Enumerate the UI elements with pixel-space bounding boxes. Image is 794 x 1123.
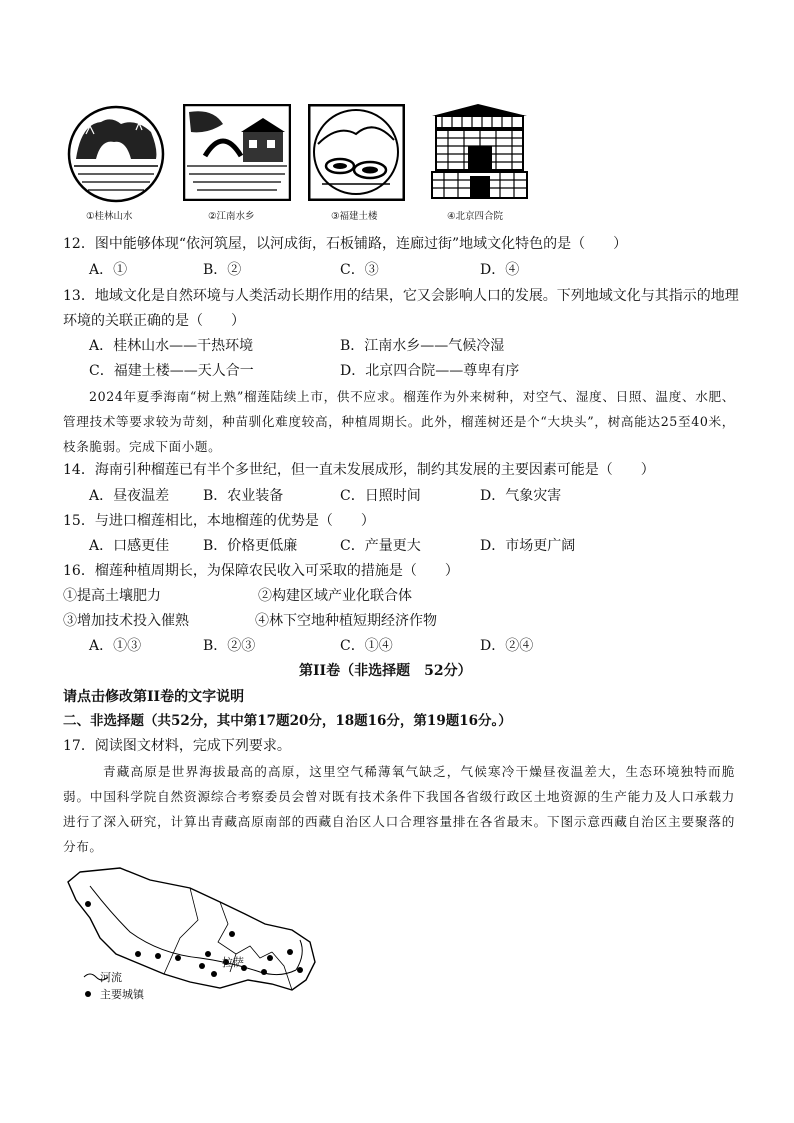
q13-option-a[interactable]: A．桂林山水——干热环境 bbox=[89, 338, 254, 354]
illustration-guilin bbox=[66, 104, 166, 204]
town-dot bbox=[297, 967, 303, 973]
q13-option-c[interactable]: C．福建土楼——天人合一 bbox=[89, 363, 254, 379]
q16-item-1: ①提高土壤肥力 bbox=[63, 588, 161, 604]
q12-option-a[interactable]: A．① bbox=[89, 262, 128, 278]
illustration-jiangnan bbox=[183, 104, 291, 201]
town-dot bbox=[199, 963, 205, 969]
town-dot bbox=[155, 953, 161, 959]
q15-option-c[interactable]: C．产量更大 bbox=[340, 538, 421, 554]
q13-option-d[interactable]: D．北京四合院——尊卑有序 bbox=[340, 363, 520, 379]
caption-jiangnan: ②江南水乡 bbox=[208, 211, 255, 222]
town-dot bbox=[135, 951, 141, 957]
q16-option-c[interactable]: C．①④ bbox=[340, 638, 393, 654]
town-dot bbox=[205, 951, 211, 957]
question-13-stem-line2: 环境的关联正确的是（ ） bbox=[63, 313, 245, 329]
q16-item-2: ②构建区域产业化联合体 bbox=[258, 588, 412, 604]
town-legend-dot bbox=[85, 991, 91, 997]
q12-option-b[interactable]: B．② bbox=[203, 262, 242, 278]
town-dot bbox=[175, 955, 181, 961]
durian-passage: 2024年夏季海南“树上熟”榴莲陆续上市，供不应求。榴莲作为外来树种，对空气、湿度、日照、温度、水肥、管理技术等要求较为苛刻，种苗驯化难度较高，种植周期长。此外，榴莲树还是个“大块头”，树高能达25至40米，枝条脆弱。完成下面小题。 bbox=[63, 389, 735, 454]
question-14-stem: 14．海南引种榴莲已有半个多世纪，但一直未发展成形，制约其发展的主要因素可能是（ ） bbox=[63, 462, 655, 478]
caption-beijing: ④北京四合院 bbox=[447, 211, 504, 222]
caption-fujian: ③福建土楼 bbox=[331, 211, 378, 222]
q16-item-3: ③增加技术投入催熟 bbox=[63, 613, 189, 629]
q16-option-d[interactable]: D．②④ bbox=[480, 638, 534, 654]
q14-option-d[interactable]: D．气象灾害 bbox=[480, 488, 562, 504]
town-dot bbox=[229, 931, 235, 937]
question-12-stem: 12．图中能够体现“依河筑屋，以河成街，石板铺路，连廊过街”地域文化特色的是（ ） bbox=[63, 236, 628, 252]
q15-option-d[interactable]: D．市场更广阔 bbox=[480, 538, 576, 554]
question-16-stem: 16．榴莲种植周期长，为保障农民收入可采取的措施是（ ） bbox=[63, 563, 459, 579]
section-2-edit-note[interactable]: 请点击修改第II卷的文字说明 bbox=[63, 689, 245, 705]
question-15-stem: 15．与进口榴莲相比，本地榴莲的优势是（ ） bbox=[63, 513, 375, 529]
town-dot bbox=[267, 955, 273, 961]
tibet-settlement-map bbox=[60, 862, 320, 1012]
legend-river-label: 河流 bbox=[100, 971, 122, 984]
q15-option-b[interactable]: B．价格更低廉 bbox=[203, 538, 298, 554]
q16-option-b[interactable]: B．②③ bbox=[203, 638, 256, 654]
section-2-heading: 二、非选择题（共52分，其中第17题20分，18题16分，第19题16分。） bbox=[63, 713, 512, 729]
question-13-stem-line1: 13．地域文化是自然环境与人类活动长期作用的结果，它又会影响人口的发展。下列地域文化与其指示的地理 bbox=[63, 288, 739, 304]
lhasa-label: 拉萨 bbox=[222, 956, 244, 969]
q14-option-c[interactable]: C．日照时间 bbox=[340, 488, 421, 504]
legend-town-label: 主要城镇 bbox=[100, 988, 144, 1001]
town-dot bbox=[287, 949, 293, 955]
tibet-passage: 青藏高原是世界海拔最高的高原，这里空气稀薄氧气缺乏，气候寒冷干燥昼夜温差大，生态环境独特而脆弱。中国科学院自然资源综合考察委员会曾对既有技术条件下我国各省级行政区土地资源的生产能力及人口承载力进行了深入研究，计算出青藏高原南部的西藏自治区人口合理容量排在各省最末。下图示意西藏自治区主要聚落的分布。 bbox=[63, 764, 735, 854]
q12-option-d[interactable]: D．④ bbox=[480, 262, 520, 278]
town-dot bbox=[85, 901, 91, 907]
illustration-fujian-tulou bbox=[308, 104, 405, 201]
town-dot bbox=[261, 969, 267, 975]
q16-option-a[interactable]: A．①③ bbox=[89, 638, 142, 654]
q12-option-c[interactable]: C．③ bbox=[340, 262, 379, 278]
question-17-stem: 17．阅读图文材料，完成下列要求。 bbox=[63, 738, 291, 754]
q15-option-a[interactable]: A．口感更佳 bbox=[89, 538, 170, 554]
q13-option-b[interactable]: B．江南水乡——气候冷湿 bbox=[340, 338, 505, 354]
section-2-title: 第II卷（非选择题 52分） bbox=[299, 663, 472, 679]
q16-item-4: ④林下空地种植短期经济作物 bbox=[255, 613, 437, 629]
caption-guilin: ①桂林山水 bbox=[86, 211, 133, 222]
q14-option-b[interactable]: B．农业装备 bbox=[203, 488, 284, 504]
q14-option-a[interactable]: A．昼夜温差 bbox=[89, 488, 170, 504]
town-dot bbox=[211, 971, 217, 977]
illustration-beijing-siheyuan bbox=[428, 102, 531, 202]
